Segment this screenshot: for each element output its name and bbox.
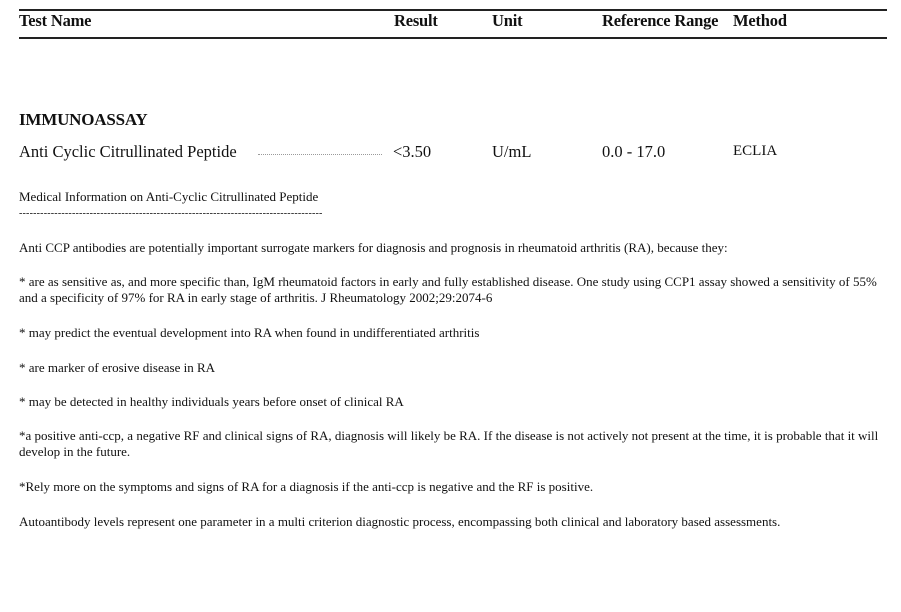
- dot-leader: [258, 154, 382, 155]
- medical-info-title: Medical Information on Anti-Cyclic Citrullinated Peptide: [19, 189, 319, 204]
- column-header-method: Method: [733, 11, 787, 30]
- column-header-result: Result: [394, 11, 438, 30]
- column-header-reference-range: Reference Range: [602, 11, 719, 30]
- list-item: * may predict the eventual development into RA when found in undifferentiated arthritis: [19, 325, 480, 340]
- test-method: ECLIA: [733, 143, 778, 159]
- test-name: Anti Cyclic Citrullinated Peptide: [19, 142, 237, 161]
- medical-info-divider: --------------------------------------------------------------------------------------: [19, 209, 323, 219]
- test-reference-range: 0.0 - 17.0: [602, 142, 666, 161]
- list-item: *Rely more on the symptoms and signs of RA for a diagnosis if the anti-ccp is negative and the RF is positive.: [19, 479, 594, 494]
- column-header-unit: Unit: [492, 11, 523, 30]
- list-item: *a positive anti-ccp, a negative RF and clinical signs of RA, diagnosis will likely be RA. If the disease is not actively not present at the time, it is probable that it will develop in the future.: [19, 428, 879, 459]
- medical-info-closing: Autoantibody levels represent one parameter in a multi criterion diagnostic process, encompassing both clinical and laboratory based assessments.: [19, 514, 781, 529]
- medical-info-intro: Anti CCP antibodies are potentially important surrogate markers for diagnosis and prognosis in rheumatoid arthritis (RA), because they:: [19, 240, 728, 255]
- list-item: * are marker of erosive disease in RA: [19, 360, 216, 375]
- test-unit: U/mL: [492, 142, 532, 161]
- list-item: * may be detected in healthy individuals years before onset of clinical RA: [19, 394, 404, 409]
- list-item: * are as sensitive as, and more specific than, IgM rheumatoid factors in early and fully established disease. One study using CCP1 assay showed a sensitivity of 55% and a specificity of 97% for RA in early stage of arthritis. J Rheumatology 2002;29:2074-6: [19, 274, 877, 305]
- header-bottom-rule: [19, 37, 887, 39]
- column-header-test-name: Test Name: [19, 11, 92, 30]
- test-result: <3.50: [393, 142, 432, 161]
- section-title: IMMUNOASSAY: [19, 110, 148, 129]
